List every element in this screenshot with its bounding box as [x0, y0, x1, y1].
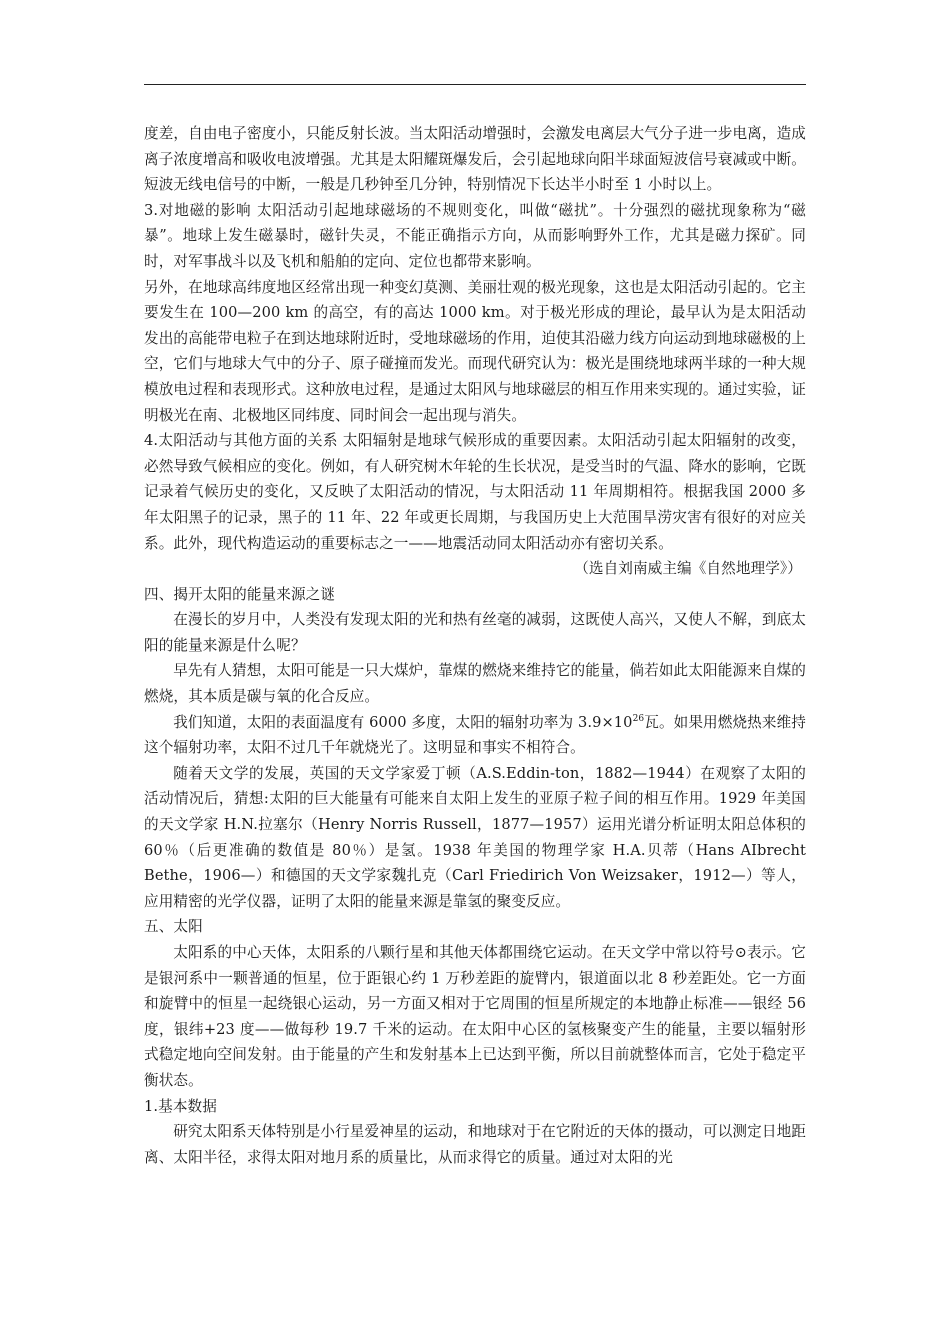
paragraph-energy-intro: 在漫长的岁月中，人类没有发现太阳的光和热有丝毫的减弱，这既使人高兴，又使人不解，到底太阳的能量来源是什么呢？: [144, 611, 806, 654]
paragraph-aurora: 另外，在地球高纬度地区经常出现一种变幻莫测、美丽壮观的极光现象，这也是太阳活动引起的。它主要发生在 100—200 km 的高空，有的高达 1000 km。对于极光形成的理论，最早认为是太阳活动发出的高能带电粒子在到达地球附近时，受地球磁场的作用，迫使其沿磁力线方向运动到地球磁极的上空，它们与地球大气中的分子、原子碰撞而发光。而现代研究认为：极光是围绕地球两半球的一种大规模放电过程和表现形式。这种放电过程，是通过太阳风与地球磁层的相互作用来实现的。通过实验，证明极光在南、北极地区同纬度、同时间会一起出现与消失。: [144, 278, 806, 424]
paragraph-geomagnetism: 3.对地磁的影响 太阳活动引起地球磁场的不规则变化，叫做“磁扰”。十分强烈的磁扰现象称为“磁暴”。地球上发生磁暴时，磁针失灵，不能正确指示方向，从而影响野外工作，尤其是磁力探矿。同时，对军事战斗以及飞机和船舶的定向、定位也都带来影响。: [144, 201, 806, 270]
section-heading-sun: 五、太阳: [144, 918, 203, 936]
header-rule: [144, 84, 806, 85]
paragraph-coal-hypothesis: 早先有人猜想，太阳可能是一只大煤炉，靠煤的燃烧来维持它的能量，倘若如此太阳能源来自煤的燃烧，其本质是碳与氧的化合反应。: [144, 662, 806, 706]
radiation-tail: 瓦。如果用燃烧热来维持这个辐射功率，太阳不过几千年就烧光了。这明显和事实不相符合。: [144, 713, 806, 757]
section-heading-energy: 四、揭开太阳的能量来源之谜: [144, 585, 336, 603]
document-body: [144, 121, 806, 1170]
subheading-basic-data: 1.基本数据: [144, 1097, 217, 1115]
paragraph-ionosphere: 度差，自由电子密度小，只能反射长波。当太阳活动增强时，会激发电离层大气分子进一步电离，造成离子浓度增高和吸收电波增强。尤其是太阳耀斑爆发后，会引起地球向阳半球面短波信号衰减或中断。短波无线电信号的中断，一般是几秒钟至几分钟，特别情况下长达半小时至 1 小时以上。: [144, 125, 806, 194]
paragraph-fusion-history: 随着天文学的发展，英国的天文学家爱丁顿（A.S.Eddin-ton，1882—1944）在观察了太阳的活动情况后，猜想:太阳的巨大能量有可能来自太阳上发生的亚原子粒子间的相互作用。1929 年美国的天文学家 H.N.拉塞尔（Henry Norris Russell，1877—1957）运用光谱分析证明太阳总体积的 60％（后更准确的数值是 80％）是氢。1938 年美国的物理学家 H.A.贝蒂（Hans AIbrecht Bethe，1906—）和德国的天文学家魏扎克（Carl Friedirich Von Weizsaker，1912—）等人，应用精密的光学仪器，证明了太阳的能量来源是靠氢的聚变反应。: [144, 764, 806, 910]
paragraph-radiation-power: [144, 710, 806, 761]
exponent: 26: [632, 713, 645, 724]
radiation-text: 我们知道，太阳的表面温度有 6000 多度，太阳的辐射功率为 3.9×10: [173, 713, 633, 731]
paragraph-other-relations: 4.太阳活动与其他方面的关系 太阳辐射是地球气候形成的重要因素。太阳活动引起太阳辐射的改变，必然导致气候相应的变化。例如，有人研究树木年轮的生长状况，是受当时的气温、降水的影响，它既记录着气候历史的变化，又反映了太阳活动的情况，与太阳活动 11 年周期相符。根据我国 2000 多年太阳黑子的记录，黑子的 11 年、22 年或更长周期，与我国历史上大范围旱涝灾害有很好的对应关系。此外，现代构造运动的重要标志之一——地震活动同太阳活动亦有密切关系。: [144, 432, 806, 552]
paragraph-sun-description: 太阳系的中心天体，太阳系的八颗行星和其他天体都围绕它运动。在天文学中常以符号⊙表示。它是银河系中一颗普通的恒星，位于距银心约 1 万秒差距的旋臂内，银道面以北 8 秒差距处。它一方面和旋臂中的恒星一起绕银心运动，另一方面又相对于它周围的恒星所规定的本地静止标准——银经 56 度，银纬+23 度——做每秒 19.7 千米的运动。在太阳中心区的氢核聚变产生的能量，主要以辐射形式稳定地向空间发射。由于能量的产生和发射基本上已达到平衡，所以目前就整体而言，它处于稳定平衡状态。: [144, 944, 806, 1089]
source-citation: （选自刘南威主编《自然地理学》）: [574, 560, 802, 578]
paragraph-basic-data: 研究太阳系天体特别是小行星爱神星的运动，和地球对于在它附近的天体的摄动，可以测定日地距离、太阳半径，求得太阳对地月系的质量比，从而求得它的质量。通过对太阳的光: [144, 1123, 806, 1166]
